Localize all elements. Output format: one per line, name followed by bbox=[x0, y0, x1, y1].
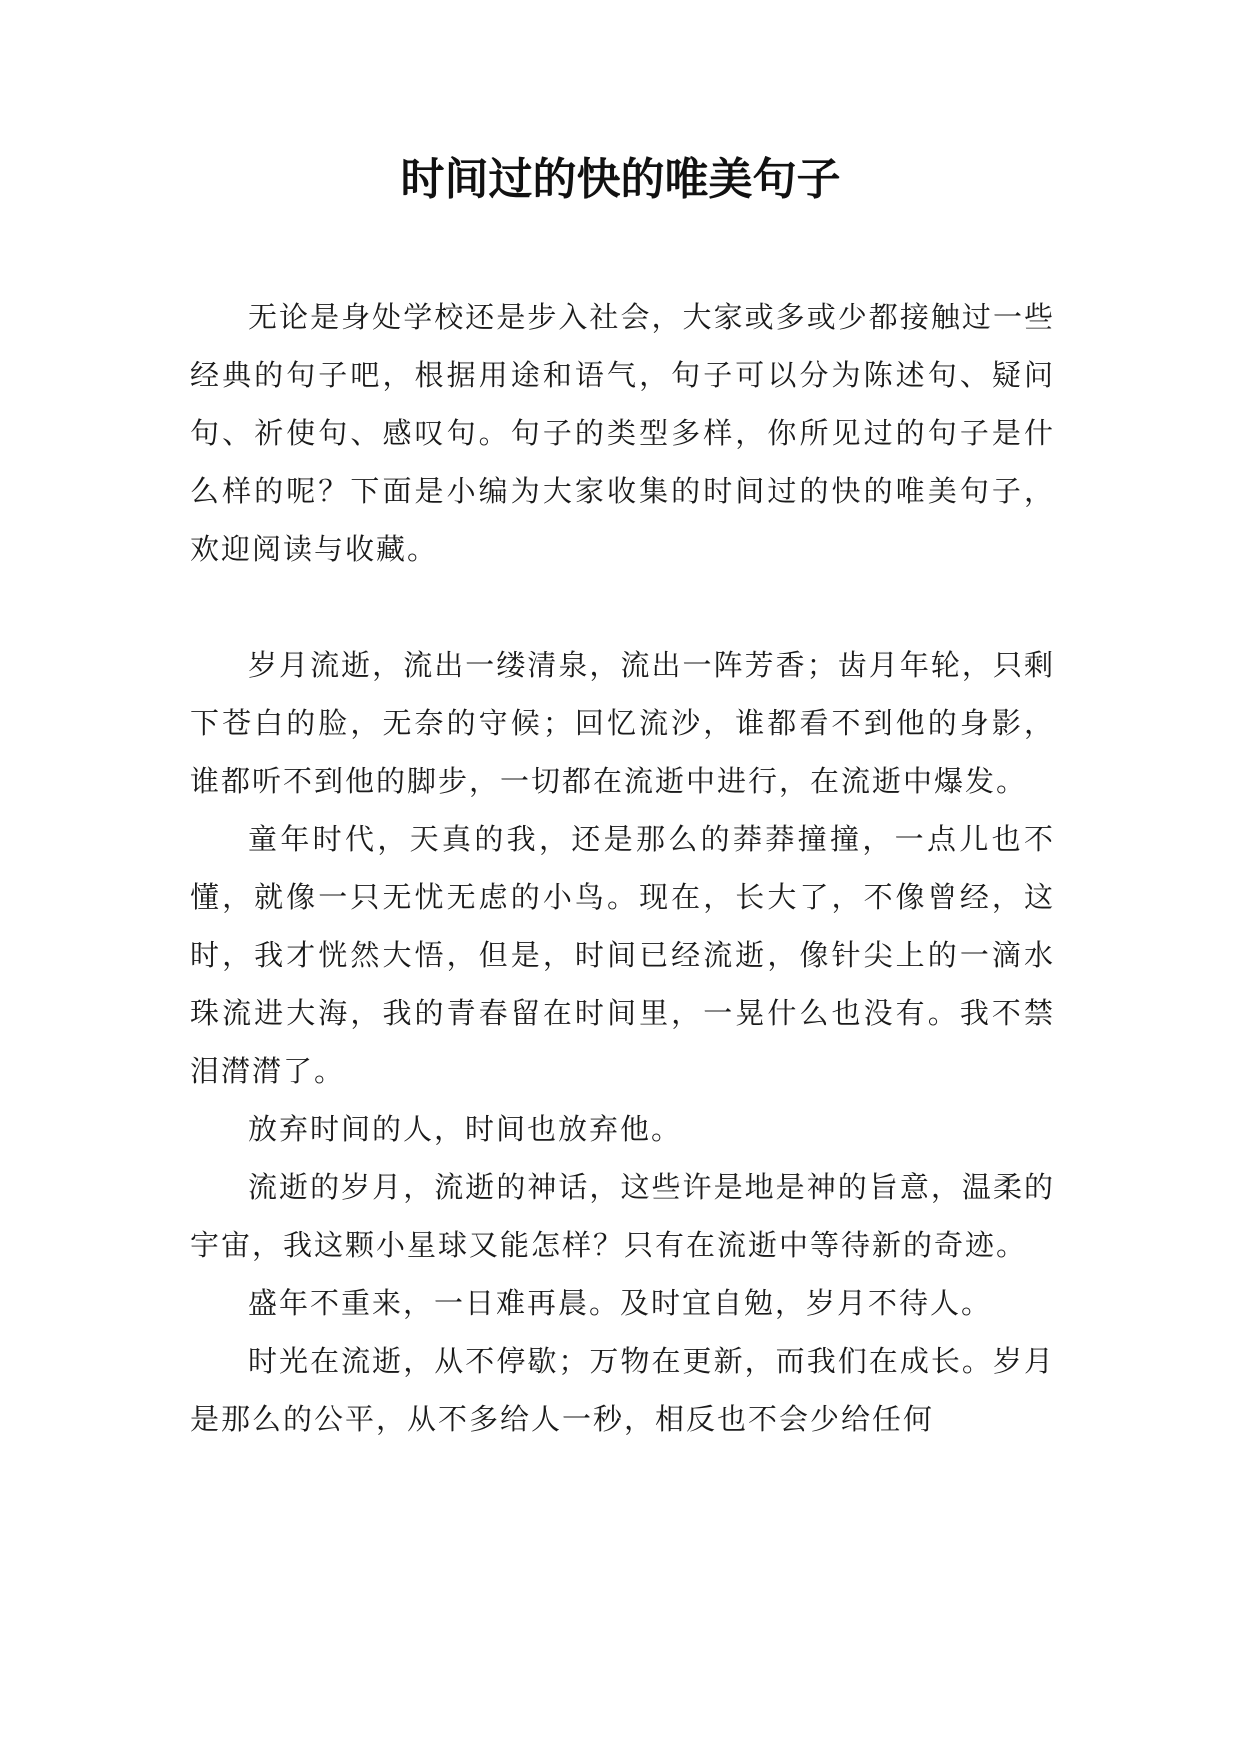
intro-paragraph: 无论是身处学校还是步入社会，大家或多或少都接触过一些经典的句子吧，根据用途和语气，句子可以分为陈述句、疑问句、祈使句、感叹句。句子的类型多样，你所见过的句子是什么样的呢？下面是小编为大家收集的时间过的快的唯美句子，欢迎阅读与收藏。 bbox=[190, 300, 1055, 566]
body-paragraph: 盛年不重来，一日难再晨。及时宜自勉，岁月不待人。 bbox=[248, 1286, 993, 1320]
body-paragraph: 童年时代，天真的我，还是那么的莽莽撞撞，一点儿也不懂，就像一只无忧无虑的小鸟。现在，长大了，不像曾经，这时，我才恍然大悟，但是，时间已经流逝，像针尖上的一滴水珠流进大海，我的青春留在时间里，一晃什么也没有。我不禁泪潸潸了。 bbox=[190, 822, 1055, 1088]
body-paragraph: 放弃时间的人，时间也放弃他。 bbox=[248, 1112, 683, 1146]
document-title: 时间过的快的唯美句子 bbox=[400, 154, 841, 205]
body-paragraph: 流逝的岁月，流逝的神话，这些许是地是神的旨意，温柔的宇宙，我这颗小星球又能怎样？只有在流逝中等待新的奇迹。 bbox=[190, 1170, 1055, 1262]
body-paragraph: 时光在流逝，从不停歇；万物在更新，而我们在成长。岁月是那么的公平，从不多给人一秒，相反也不会少给任何 bbox=[190, 1344, 1055, 1436]
body-paragraph: 岁月流逝，流出一缕清泉，流出一阵芳香；齿月年轮，只剩下苍白的脸，无奈的守候；回忆流沙，谁都看不到他的身影，谁都听不到他的脚步，一切都在流逝中进行，在流逝中爆发。 bbox=[190, 648, 1055, 798]
document-body bbox=[190, 288, 1055, 1448]
